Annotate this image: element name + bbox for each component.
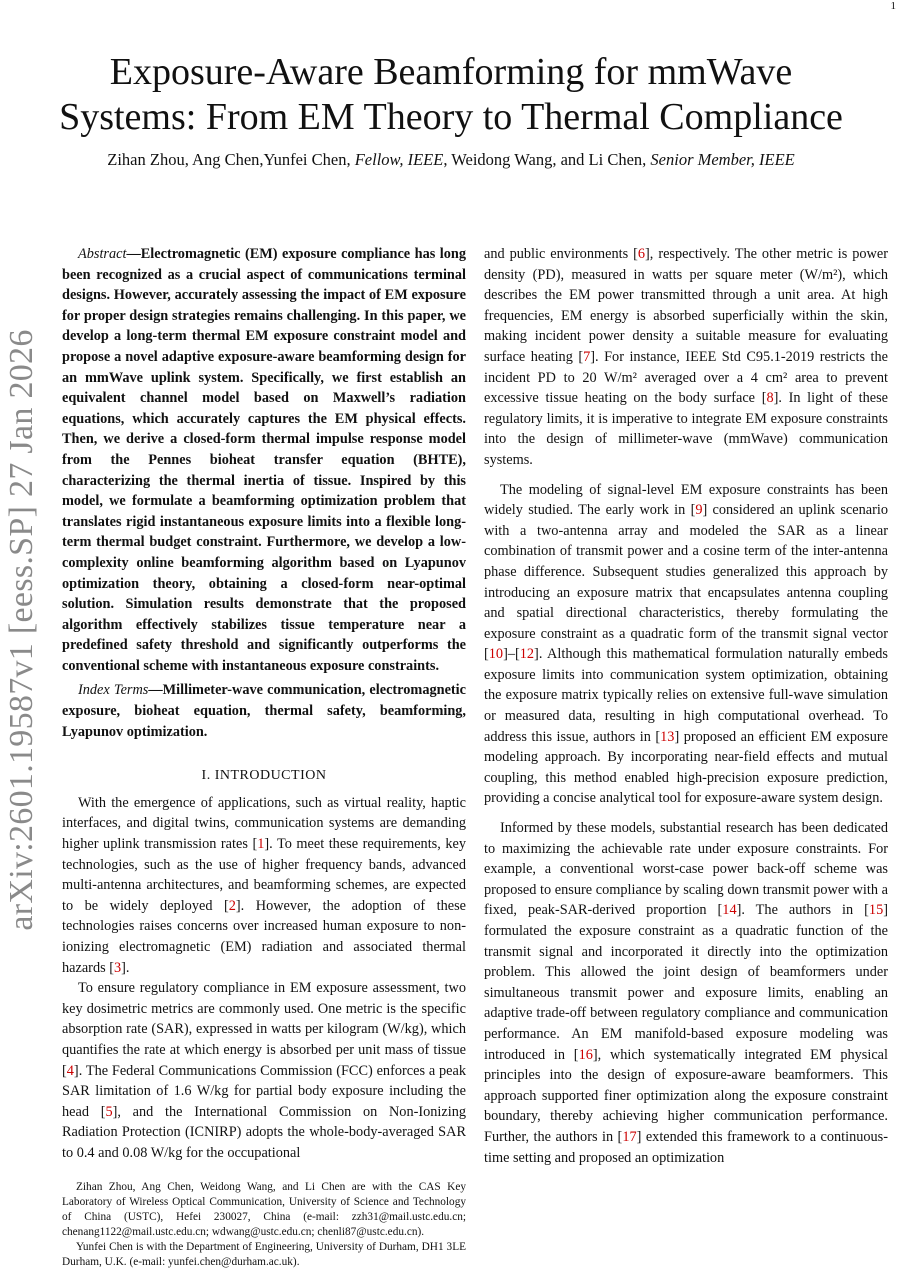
citation-link[interactable]: 9	[695, 502, 703, 519]
body-paragraph: and public environments [6], respectively. The other metric is power density (PD), measured in watts per square meter (W/m²), which describes the EM power transmitted through a unit area. At high frequencies, EM energy is absorbed superficially within the skin, making incident power density a suitable measure for evaluating surface heating [7]. For instance, IEEE Std C95.1-2019 restricts the incident PD to 20 W/m² averaged over a 4 cm² area to prevent excessive tissue heating on the body surface [8]. In light of these regulatory limits, it is imperative to integrate EM exposure constraints into the design of millimeter-wave (mmWave) communication systems.	[484, 246, 889, 468]
citation-link[interactable]: 1	[257, 836, 265, 853]
author-role: Senior Member, IEEE	[650, 150, 795, 169]
footnote-affiliation: Zihan Zhou, Ang Chen, Weidong Wang, and Li Chen are with the CAS Key Laboratory of Wireless Optical Communication, University of Science and Technology of China (USTC), Hefei 230027, China (e-mail: zzh31@mail.ustc.edu.cn; chenang1122@mail.ustc.edu.cn; wdwang@ustc.edu.cn; chenli87@ustc.edu.cn).	[62, 1180, 466, 1238]
title-line-1: Exposure-Aware Beamforming for mmWave	[109, 51, 793, 93]
citation-link[interactable]: 5	[105, 1103, 113, 1120]
authors-text: , Weidong Wang, and Li Chen,	[443, 150, 651, 169]
left-column	[62, 244, 466, 1270]
citation-link[interactable]: 15	[868, 902, 884, 919]
citation-link[interactable]: 13	[660, 728, 675, 745]
index-terms-text: —Millimeter-wave communication, electromagnetic exposure, bioheat equation, thermal safety, beamforming, Lyapunov optimization.	[62, 682, 466, 740]
authors-text: Zihan Zhou, Ang Chen,Yunfei Chen,	[107, 150, 355, 169]
abstract	[62, 244, 466, 742]
body-paragraph: Informed by these models, substantial research has been dedicated to maximizing the achievable rate under exposure constraints. For example, a conventional worst-case power back-off scheme was proposed to ensure compliance by scaling down transmit power with a fixed, peak-SAR-derived proportion [14]. The authors in [15] formulated the exposure constraint as a quadratic function of the transmit signal and incorporated it directly into the optimization problem. This allowed the joint design of beamformers under simultaneous transmit power and exposure limits, enabling an adaptive trade-off between regulatory compliance and communication performance. An EM manifold-based exposure modeling was introduced in [16], which systematically integrated EM physical principles into the design of exposure-aware beamformers. This approach supported finer optimization along the exposure constraint boundary, thereby achieving higher communication performance. Further, the authors in [17] extended this framework to a continuous-time setting and proposed an optimization	[484, 820, 888, 1166]
right-column	[484, 244, 888, 1168]
citation-link[interactable]: 16	[578, 1046, 593, 1063]
title-line-2: Systems: From EM Theory to Thermal Compliance	[59, 96, 843, 138]
arxiv-stamp-text: arXiv:2601.19587v1 [eess.SP] 27 Jan 2026	[3, 329, 40, 931]
body-paragraph: With the emergence of applications, such as virtual reality, haptic interfaces, and digital twins, communication systems are demanding higher uplink transmission rates [1]. To meet these requirements, key technologies, such as the use of higher frequency bands, advanced multi-antenna architectures, and beamforming schemes, are expected to be widely deployed [2]. However, the adoption of these technologies raises concerns over increased human exposure to non-ionizing electromagnetic (EM) radiation and associated thermal hazards [3].	[62, 794, 466, 976]
citation-link[interactable]: 3	[114, 959, 122, 976]
citation-link[interactable]: 14	[722, 902, 737, 919]
citation-link[interactable]: 12	[519, 646, 535, 663]
page-number: 1	[890, 0, 896, 12]
arxiv-stamp	[2, 330, 42, 930]
citation-link[interactable]: 8	[766, 390, 774, 407]
author-role: Fellow, IEEE	[354, 150, 444, 169]
body-paragraph: The modeling of signal-level EM exposure constraints has been widely studied. The early work in [9] considered an uplink scenario with a two-antenna array and modeled the SAR as a linear combination of transmit power and a cosine term of the inter-antenna phase difference. Subsequent studies generalized this approach by introducing an exposure matrix that encapsulates antenna coupling and spatial directional characteristics, thereby formulating the exposure constraint as a quadratic form of the transmit signal vector [10]–[12]. Although this mathematical formulation naturally embeds exposure limits into communication system optimization, obtaining the exposure matrix typically relies on extensive full-wave simulation or measured data, resulting in high computational overhead. To address this issue, authors in [13] proposed an efficient EM exposure modeling approach. By incorporating near-field effects and mutual coupling, this method enabled high-precision exposure prediction, providing a concise analytical tool for exposure-aware system design.	[484, 481, 888, 807]
citation-link[interactable]: 10	[488, 646, 504, 663]
abstract-text: —Electromagnetic (EM) exposure compliance has long been recognized as a crucial aspect of communications terminal designs. However, accurately assessing the impact of EM exposure for proper design strategies remains challenging. In this paper, we develop a long-term thermal EM exposure constraint model and propose a novel adaptive exposure-aware beamforming design for an mmWave uplink system. Specifically, we first establish an equivalent channel model based on Maxwell’s radiation equations, which accurately captures the EM physical effects. Then, we derive a closed-form thermal impulse response model from the Pennes bioheat transfer equation (BHTE), characterizing the thermal inertia of tissue. Inspired by this model, we formulate a beamforming optimization problem that translates rigid instantaneous exposure limits into a flexible long-term thermal budget constraint. Furthermore, we develop a low-complexity online beamforming algorithm based on Lyapunov optimization theory, obtaining a closed-form near-optimal solution. Simulation results demonstrate that the proposed algorithm effectively stabilizes tissue temperature near a predefined safety threshold and significantly outperforms the conventional scheme with instantaneous exposure constraints.	[62, 246, 466, 674]
citation-link[interactable]: 4	[66, 1062, 74, 1079]
citation-link[interactable]: 7	[583, 348, 591, 365]
footnote	[62, 1180, 466, 1270]
author-list	[0, 150, 902, 170]
paper-title	[0, 50, 902, 140]
citation-link[interactable]: 2	[228, 897, 236, 914]
footnote-affiliation: Yunfei Chen is with the Department of Engineering, University of Durham, DH1 3LE Durham, U.K. (e-mail: yunfei.chen@durham.ac.uk).	[62, 1240, 466, 1268]
index-terms-label: Index Terms	[78, 682, 149, 699]
citation-link[interactable]: 6	[637, 246, 646, 262]
body-paragraph: To ensure regulatory compliance in EM exposure assessment, two key dosimetric metrics are commonly used. One metric is the specific absorption rate (SAR), expressed in watts per kilogram (W/kg), which quantifies the rate at which energy is absorbed per unit mass of tissue [4]. The Federal Communications Commission (FCC) enforces a peak SAR limitation of 1.6 W/kg for partial body exposure including the head [5], and the International Commission on Non-Ionizing Radiation Protection (ICNIRP) adopts the whole-body-averaged SAR to 0.4 and 0.08 W/kg for the occupational	[62, 980, 466, 1161]
citation-link[interactable]: 17	[622, 1128, 637, 1145]
abstract-label: Abstract	[78, 246, 127, 262]
section-heading: I. INTRODUCTION	[201, 768, 327, 784]
